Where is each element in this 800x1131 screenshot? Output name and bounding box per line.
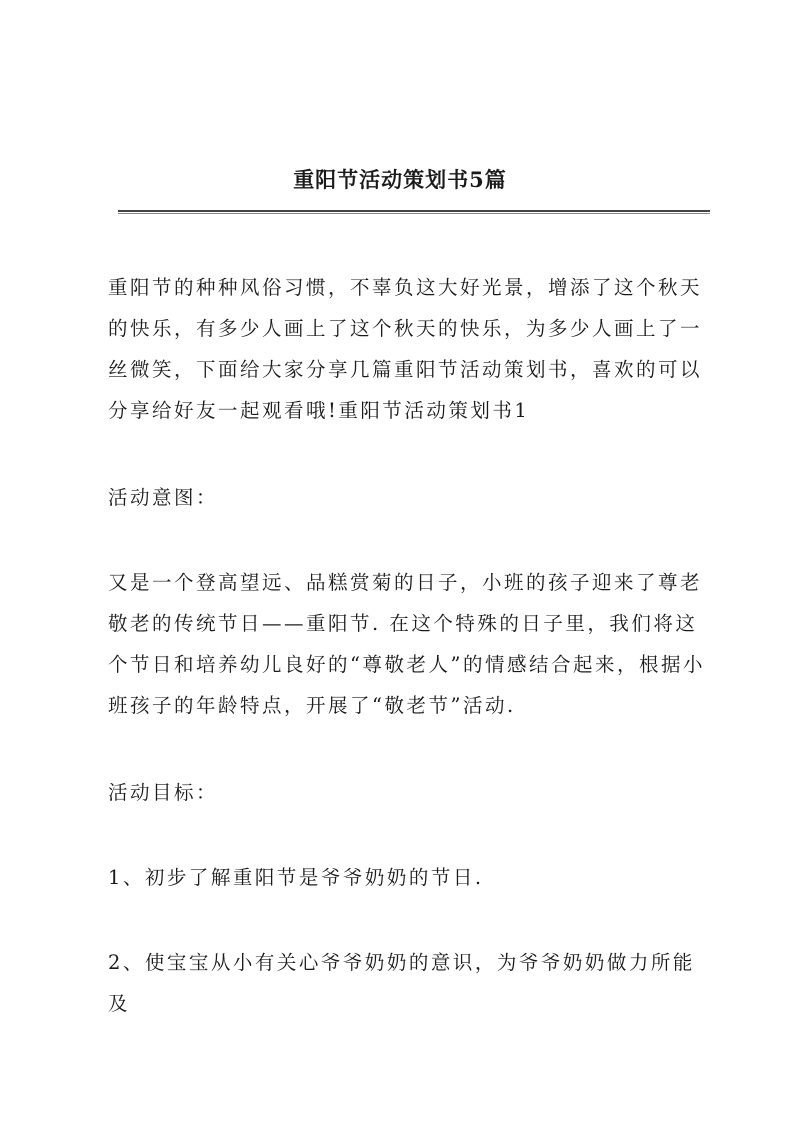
- document-body: [108, 267, 708, 1070]
- section-heading-intent: 活动意图：: [108, 486, 219, 509]
- intro-paragraph: 重阳节的种种风俗习惯，不辜负这大好光景，增添了这个秋天的快乐，有多少人画上了这个秋天的快乐，为多少人画上了一丝微笑，下面给大家分享几篇重阳节活动策划书，喜欢的可以分享给好友一起观看哦!重阳节活动策划书1: [108, 276, 703, 422]
- goal-item-1: 1、初步了解重阳节是爷爷奶奶的节日.: [108, 866, 484, 889]
- goal-item-2: 2、使宝宝从小有关心爷爷奶奶的意识，为爷爷奶奶做力所能及: [108, 951, 695, 1015]
- section-heading-goals: 活动目标：: [108, 781, 219, 804]
- title-divider: [118, 210, 710, 214]
- intent-paragraph: 又是一个登高望远、品糕赏菊的日子，小班的孩子迎来了尊老敬老的传统节日——重阳节. 在这个特殊的日子里，我们将这个节日和培养幼儿良好的“尊敬老人”的情感结合起来，根据小班孩子的年龄特点，开展了“敬老节”活动.: [108, 571, 705, 717]
- document-title: 重阳节活动策划书5篇: [293, 167, 507, 192]
